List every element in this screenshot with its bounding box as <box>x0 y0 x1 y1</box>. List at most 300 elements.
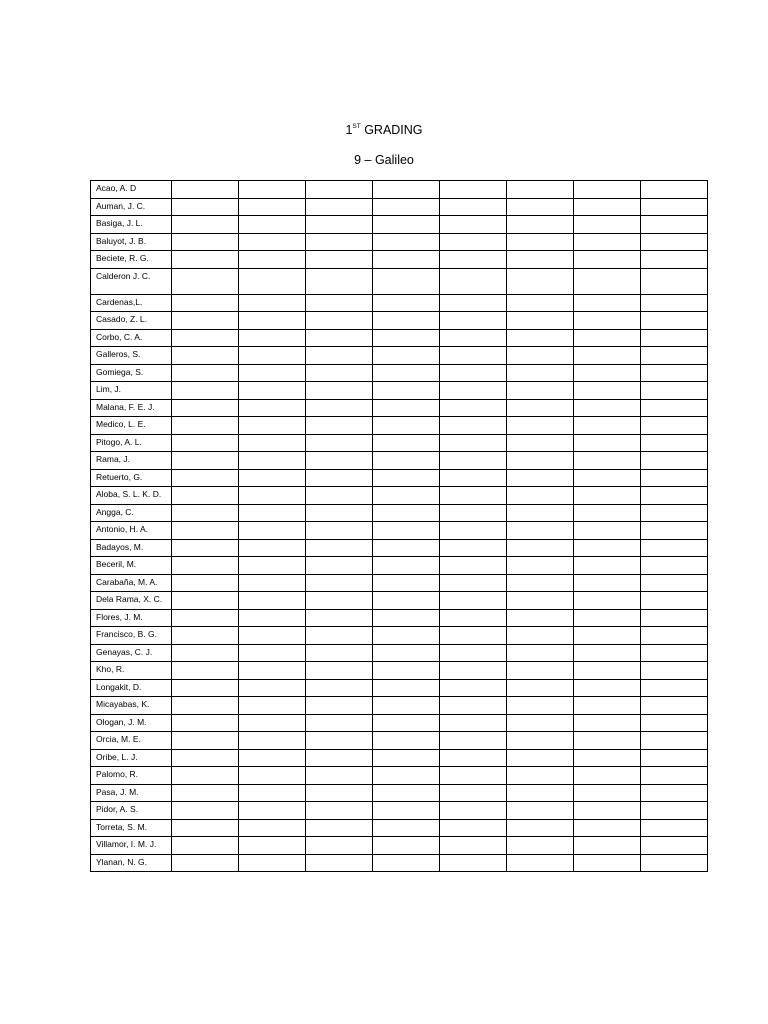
grade-cell[interactable] <box>574 679 641 697</box>
grade-cell[interactable] <box>172 784 239 802</box>
grade-cell[interactable] <box>641 294 708 312</box>
grade-cell[interactable] <box>507 837 574 855</box>
grade-cell[interactable] <box>239 522 306 540</box>
grade-cell[interactable] <box>306 854 373 872</box>
grade-cell[interactable] <box>641 574 708 592</box>
grade-cell[interactable] <box>507 452 574 470</box>
grade-cell[interactable] <box>440 181 507 199</box>
grade-cell[interactable] <box>306 417 373 435</box>
grade-cell[interactable] <box>373 644 440 662</box>
grade-cell[interactable] <box>507 784 574 802</box>
grade-cell[interactable] <box>239 347 306 365</box>
grade-cell[interactable] <box>574 294 641 312</box>
grade-cell[interactable] <box>373 819 440 837</box>
grade-cell[interactable] <box>172 609 239 627</box>
grade-cell[interactable] <box>172 181 239 199</box>
grade-cell[interactable] <box>507 819 574 837</box>
grade-cell[interactable] <box>641 504 708 522</box>
grade-cell[interactable] <box>440 522 507 540</box>
grade-cell[interactable] <box>306 504 373 522</box>
grade-cell[interactable] <box>239 504 306 522</box>
grade-cell[interactable] <box>172 697 239 715</box>
grade-cell[interactable] <box>239 181 306 199</box>
grade-cell[interactable] <box>641 767 708 785</box>
grade-cell[interactable] <box>239 382 306 400</box>
grade-cell[interactable] <box>574 539 641 557</box>
grade-cell[interactable] <box>373 679 440 697</box>
grade-cell[interactable] <box>440 347 507 365</box>
grade-cell[interactable] <box>172 714 239 732</box>
grade-cell[interactable] <box>507 294 574 312</box>
grade-cell[interactable] <box>507 216 574 234</box>
grade-cell[interactable] <box>507 854 574 872</box>
grade-cell[interactable] <box>373 574 440 592</box>
grade-cell[interactable] <box>641 417 708 435</box>
grade-cell[interactable] <box>172 268 239 294</box>
grade-cell[interactable] <box>574 364 641 382</box>
grade-cell[interactable] <box>440 539 507 557</box>
grade-cell[interactable] <box>507 662 574 680</box>
grade-cell[interactable] <box>641 347 708 365</box>
grade-cell[interactable] <box>507 714 574 732</box>
grade-cell[interactable] <box>641 268 708 294</box>
grade-cell[interactable] <box>507 469 574 487</box>
grade-cell[interactable] <box>507 329 574 347</box>
grade-cell[interactable] <box>306 294 373 312</box>
grade-cell[interactable] <box>507 198 574 216</box>
grade-cell[interactable] <box>306 487 373 505</box>
grade-cell[interactable] <box>172 504 239 522</box>
grade-cell[interactable] <box>239 399 306 417</box>
grade-cell[interactable] <box>239 732 306 750</box>
grade-cell[interactable] <box>574 382 641 400</box>
grade-cell[interactable] <box>641 329 708 347</box>
grade-cell[interactable] <box>172 452 239 470</box>
grade-cell[interactable] <box>373 854 440 872</box>
grade-cell[interactable] <box>574 417 641 435</box>
grade-cell[interactable] <box>440 697 507 715</box>
grade-cell[interactable] <box>440 609 507 627</box>
grade-cell[interactable] <box>239 251 306 269</box>
grade-cell[interactable] <box>373 522 440 540</box>
grade-cell[interactable] <box>507 268 574 294</box>
grade-cell[interactable] <box>507 627 574 645</box>
grade-cell[interactable] <box>239 609 306 627</box>
grade-cell[interactable] <box>507 399 574 417</box>
grade-cell[interactable] <box>440 574 507 592</box>
grade-cell[interactable] <box>239 574 306 592</box>
grade-cell[interactable] <box>172 522 239 540</box>
grade-cell[interactable] <box>306 539 373 557</box>
grade-cell[interactable] <box>239 539 306 557</box>
grade-cell[interactable] <box>574 802 641 820</box>
grade-cell[interactable] <box>574 644 641 662</box>
grade-cell[interactable] <box>641 697 708 715</box>
grade-cell[interactable] <box>641 854 708 872</box>
grade-cell[interactable] <box>440 837 507 855</box>
grade-cell[interactable] <box>507 347 574 365</box>
grade-cell[interactable] <box>440 268 507 294</box>
grade-cell[interactable] <box>373 417 440 435</box>
grade-cell[interactable] <box>306 312 373 330</box>
grade-cell[interactable] <box>172 347 239 365</box>
grade-cell[interactable] <box>641 216 708 234</box>
grade-cell[interactable] <box>306 767 373 785</box>
grade-cell[interactable] <box>507 557 574 575</box>
grade-cell[interactable] <box>239 749 306 767</box>
grade-cell[interactable] <box>239 329 306 347</box>
grade-cell[interactable] <box>172 469 239 487</box>
grade-cell[interactable] <box>306 347 373 365</box>
grade-cell[interactable] <box>172 417 239 435</box>
grade-cell[interactable] <box>440 854 507 872</box>
grade-cell[interactable] <box>373 364 440 382</box>
grade-cell[interactable] <box>239 268 306 294</box>
grade-cell[interactable] <box>440 216 507 234</box>
grade-cell[interactable] <box>239 854 306 872</box>
grade-cell[interactable] <box>574 574 641 592</box>
grade-cell[interactable] <box>373 294 440 312</box>
grade-cell[interactable] <box>239 452 306 470</box>
grade-cell[interactable] <box>507 697 574 715</box>
grade-cell[interactable] <box>306 749 373 767</box>
grade-cell[interactable] <box>239 198 306 216</box>
grade-cell[interactable] <box>574 181 641 199</box>
grade-cell[interactable] <box>507 434 574 452</box>
grade-cell[interactable] <box>172 819 239 837</box>
grade-cell[interactable] <box>239 312 306 330</box>
grade-cell[interactable] <box>306 364 373 382</box>
grade-cell[interactable] <box>373 592 440 610</box>
grade-cell[interactable] <box>306 679 373 697</box>
grade-cell[interactable] <box>373 539 440 557</box>
grade-cell[interactable] <box>574 732 641 750</box>
grade-cell[interactable] <box>373 662 440 680</box>
grade-cell[interactable] <box>172 399 239 417</box>
grade-cell[interactable] <box>641 819 708 837</box>
grade-cell[interactable] <box>440 767 507 785</box>
grade-cell[interactable] <box>440 487 507 505</box>
grade-cell[interactable] <box>306 522 373 540</box>
grade-cell[interactable] <box>440 504 507 522</box>
grade-cell[interactable] <box>306 627 373 645</box>
grade-cell[interactable] <box>574 251 641 269</box>
grade-cell[interactable] <box>373 347 440 365</box>
grade-cell[interactable] <box>306 714 373 732</box>
grade-cell[interactable] <box>306 784 373 802</box>
grade-cell[interactable] <box>574 469 641 487</box>
grade-cell[interactable] <box>641 198 708 216</box>
grade-cell[interactable] <box>239 487 306 505</box>
grade-cell[interactable] <box>507 417 574 435</box>
grade-cell[interactable] <box>172 767 239 785</box>
grade-cell[interactable] <box>306 251 373 269</box>
grade-cell[interactable] <box>306 181 373 199</box>
grade-cell[interactable] <box>641 749 708 767</box>
grade-cell[interactable] <box>239 557 306 575</box>
grade-cell[interactable] <box>440 294 507 312</box>
grade-cell[interactable] <box>574 347 641 365</box>
grade-cell[interactable] <box>172 539 239 557</box>
grade-cell[interactable] <box>306 662 373 680</box>
grade-cell[interactable] <box>373 767 440 785</box>
grade-cell[interactable] <box>172 679 239 697</box>
grade-cell[interactable] <box>574 819 641 837</box>
grade-cell[interactable] <box>574 198 641 216</box>
grade-cell[interactable] <box>306 233 373 251</box>
grade-cell[interactable] <box>373 627 440 645</box>
grade-cell[interactable] <box>306 399 373 417</box>
grade-cell[interactable] <box>641 802 708 820</box>
grade-cell[interactable] <box>172 732 239 750</box>
grade-cell[interactable] <box>507 767 574 785</box>
grade-cell[interactable] <box>440 469 507 487</box>
grade-cell[interactable] <box>574 216 641 234</box>
grade-cell[interactable] <box>574 662 641 680</box>
grade-cell[interactable] <box>172 627 239 645</box>
grade-cell[interactable] <box>373 749 440 767</box>
grade-cell[interactable] <box>641 837 708 855</box>
grade-cell[interactable] <box>507 802 574 820</box>
grade-cell[interactable] <box>373 382 440 400</box>
grade-cell[interactable] <box>574 487 641 505</box>
grade-cell[interactable] <box>574 609 641 627</box>
grade-cell[interactable] <box>641 609 708 627</box>
grade-cell[interactable] <box>373 557 440 575</box>
grade-cell[interactable] <box>440 714 507 732</box>
grade-cell[interactable] <box>373 181 440 199</box>
grade-cell[interactable] <box>641 487 708 505</box>
grade-cell[interactable] <box>172 644 239 662</box>
grade-cell[interactable] <box>306 434 373 452</box>
grade-cell[interactable] <box>641 662 708 680</box>
grade-cell[interactable] <box>507 749 574 767</box>
grade-cell[interactable] <box>373 452 440 470</box>
grade-cell[interactable] <box>641 714 708 732</box>
grade-cell[interactable] <box>507 504 574 522</box>
grade-cell[interactable] <box>239 819 306 837</box>
grade-cell[interactable] <box>239 662 306 680</box>
grade-cell[interactable] <box>574 233 641 251</box>
grade-cell[interactable] <box>574 312 641 330</box>
grade-cell[interactable] <box>440 312 507 330</box>
grade-cell[interactable] <box>373 504 440 522</box>
grade-cell[interactable] <box>172 487 239 505</box>
grade-cell[interactable] <box>306 216 373 234</box>
grade-cell[interactable] <box>306 452 373 470</box>
grade-cell[interactable] <box>641 557 708 575</box>
grade-cell[interactable] <box>440 662 507 680</box>
grade-cell[interactable] <box>172 749 239 767</box>
grade-cell[interactable] <box>507 539 574 557</box>
grade-cell[interactable] <box>440 452 507 470</box>
grade-cell[interactable] <box>373 697 440 715</box>
grade-cell[interactable] <box>172 837 239 855</box>
grade-cell[interactable] <box>306 382 373 400</box>
grade-cell[interactable] <box>373 312 440 330</box>
grade-cell[interactable] <box>373 198 440 216</box>
grade-cell[interactable] <box>239 644 306 662</box>
grade-cell[interactable] <box>172 233 239 251</box>
grade-cell[interactable] <box>306 268 373 294</box>
grade-cell[interactable] <box>373 469 440 487</box>
grade-cell[interactable] <box>373 329 440 347</box>
grade-cell[interactable] <box>574 557 641 575</box>
grade-cell[interactable] <box>306 198 373 216</box>
grade-cell[interactable] <box>172 364 239 382</box>
grade-cell[interactable] <box>239 784 306 802</box>
grade-cell[interactable] <box>574 627 641 645</box>
grade-cell[interactable] <box>172 557 239 575</box>
grade-cell[interactable] <box>507 732 574 750</box>
grade-cell[interactable] <box>239 469 306 487</box>
grade-cell[interactable] <box>373 251 440 269</box>
grade-cell[interactable] <box>440 627 507 645</box>
grade-cell[interactable] <box>574 592 641 610</box>
grade-cell[interactable] <box>507 312 574 330</box>
grade-cell[interactable] <box>239 592 306 610</box>
grade-cell[interactable] <box>574 329 641 347</box>
grade-cell[interactable] <box>574 784 641 802</box>
grade-cell[interactable] <box>641 469 708 487</box>
grade-cell[interactable] <box>373 784 440 802</box>
grade-cell[interactable] <box>440 329 507 347</box>
grade-cell[interactable] <box>507 487 574 505</box>
grade-cell[interactable] <box>306 557 373 575</box>
grade-cell[interactable] <box>641 382 708 400</box>
grade-cell[interactable] <box>641 644 708 662</box>
grade-cell[interactable] <box>373 487 440 505</box>
grade-cell[interactable] <box>440 802 507 820</box>
grade-cell[interactable] <box>440 364 507 382</box>
grade-cell[interactable] <box>306 837 373 855</box>
grade-cell[interactable] <box>641 364 708 382</box>
grade-cell[interactable] <box>641 592 708 610</box>
grade-cell[interactable] <box>306 574 373 592</box>
grade-cell[interactable] <box>507 574 574 592</box>
grade-cell[interactable] <box>373 434 440 452</box>
grade-cell[interactable] <box>641 434 708 452</box>
grade-cell[interactable] <box>373 837 440 855</box>
grade-cell[interactable] <box>239 627 306 645</box>
grade-cell[interactable] <box>373 732 440 750</box>
grade-cell[interactable] <box>641 732 708 750</box>
grade-cell[interactable] <box>574 522 641 540</box>
grade-cell[interactable] <box>306 609 373 627</box>
grade-cell[interactable] <box>574 854 641 872</box>
grade-cell[interactable] <box>373 268 440 294</box>
grade-cell[interactable] <box>507 233 574 251</box>
grade-cell[interactable] <box>574 452 641 470</box>
grade-cell[interactable] <box>641 522 708 540</box>
grade-cell[interactable] <box>172 312 239 330</box>
grade-cell[interactable] <box>574 399 641 417</box>
grade-cell[interactable] <box>641 679 708 697</box>
grade-cell[interactable] <box>440 233 507 251</box>
grade-cell[interactable] <box>440 644 507 662</box>
grade-cell[interactable] <box>239 679 306 697</box>
grade-cell[interactable] <box>306 802 373 820</box>
grade-cell[interactable] <box>641 312 708 330</box>
grade-cell[interactable] <box>641 627 708 645</box>
grade-cell[interactable] <box>172 592 239 610</box>
grade-cell[interactable] <box>440 198 507 216</box>
grade-cell[interactable] <box>306 819 373 837</box>
grade-cell[interactable] <box>239 714 306 732</box>
grade-cell[interactable] <box>239 697 306 715</box>
grade-cell[interactable] <box>574 504 641 522</box>
grade-cell[interactable] <box>239 837 306 855</box>
grade-cell[interactable] <box>641 181 708 199</box>
grade-cell[interactable] <box>440 819 507 837</box>
grade-cell[interactable] <box>574 434 641 452</box>
grade-cell[interactable] <box>306 697 373 715</box>
grade-cell[interactable] <box>172 434 239 452</box>
grade-cell[interactable] <box>306 329 373 347</box>
grade-cell[interactable] <box>507 592 574 610</box>
grade-cell[interactable] <box>440 251 507 269</box>
grade-cell[interactable] <box>239 417 306 435</box>
grade-cell[interactable] <box>440 784 507 802</box>
grade-cell[interactable] <box>507 679 574 697</box>
grade-cell[interactable] <box>440 557 507 575</box>
grade-cell[interactable] <box>172 198 239 216</box>
grade-cell[interactable] <box>239 434 306 452</box>
grade-cell[interactable] <box>440 417 507 435</box>
grade-cell[interactable] <box>172 382 239 400</box>
grade-cell[interactable] <box>440 592 507 610</box>
grade-cell[interactable] <box>574 767 641 785</box>
grade-cell[interactable] <box>641 399 708 417</box>
grade-cell[interactable] <box>306 644 373 662</box>
grade-cell[interactable] <box>507 522 574 540</box>
grade-cell[interactable] <box>239 294 306 312</box>
grade-cell[interactable] <box>172 251 239 269</box>
grade-cell[interactable] <box>172 216 239 234</box>
grade-cell[interactable] <box>306 732 373 750</box>
grade-cell[interactable] <box>574 837 641 855</box>
grade-cell[interactable] <box>641 539 708 557</box>
grade-cell[interactable] <box>306 469 373 487</box>
grade-cell[interactable] <box>507 609 574 627</box>
grade-cell[interactable] <box>507 181 574 199</box>
grade-cell[interactable] <box>440 434 507 452</box>
grade-cell[interactable] <box>641 452 708 470</box>
grade-cell[interactable] <box>239 364 306 382</box>
grade-cell[interactable] <box>373 714 440 732</box>
grade-cell[interactable] <box>507 382 574 400</box>
grade-cell[interactable] <box>574 749 641 767</box>
grade-cell[interactable] <box>172 854 239 872</box>
grade-cell[interactable] <box>507 644 574 662</box>
grade-cell[interactable] <box>373 802 440 820</box>
grade-cell[interactable] <box>239 216 306 234</box>
grade-cell[interactable] <box>574 697 641 715</box>
grade-cell[interactable] <box>507 251 574 269</box>
grade-cell[interactable] <box>440 749 507 767</box>
grade-cell[interactable] <box>440 399 507 417</box>
grade-cell[interactable] <box>373 399 440 417</box>
grade-cell[interactable] <box>172 802 239 820</box>
grade-cell[interactable] <box>574 714 641 732</box>
grade-cell[interactable] <box>373 233 440 251</box>
grade-cell[interactable] <box>373 609 440 627</box>
grade-cell[interactable] <box>440 679 507 697</box>
grade-cell[interactable] <box>440 382 507 400</box>
grade-cell[interactable] <box>172 294 239 312</box>
grade-cell[interactable] <box>306 592 373 610</box>
grade-cell[interactable] <box>239 802 306 820</box>
